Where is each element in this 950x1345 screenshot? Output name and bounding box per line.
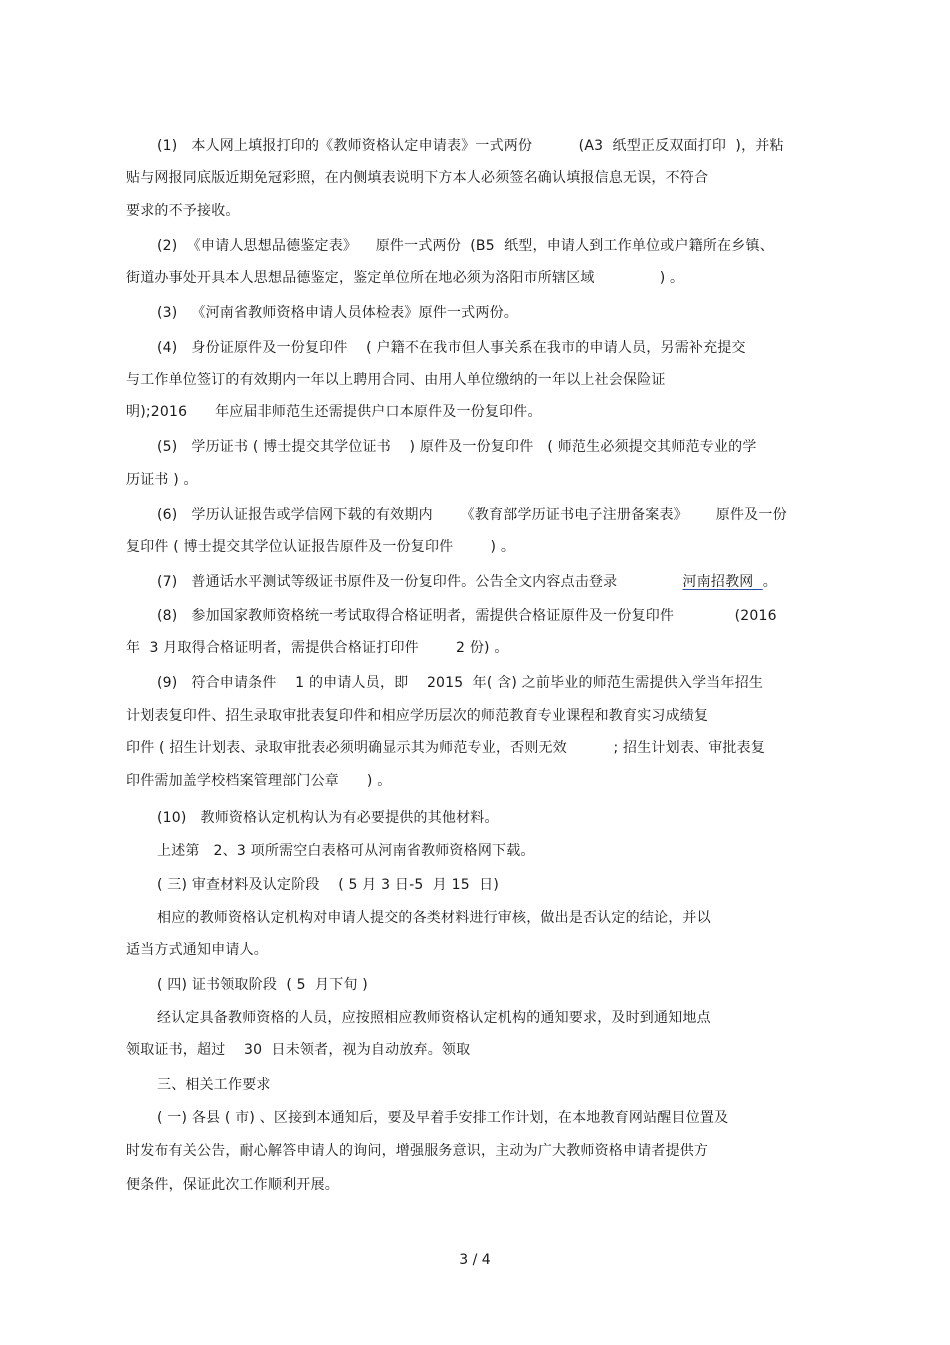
item-4-line-3: 明);2016 年应届非师范生还需提供户口本原件及一份复印件。 <box>126 404 542 420</box>
forms-download-note: 上述第 2、3 项所需空白表格可从河南省教师资格网下载。 <box>157 843 535 859</box>
section-4-line-1: 经认定具备教师资格的人员，应按照相应教师资格认定机构的通知要求，及时到通知地点 <box>157 1010 711 1026</box>
item-8-line-2: 年 3 月取得合格证明者，需提供合格证打印件 2 份) 。 <box>126 640 509 656</box>
henan-zhaojiao-link[interactable]: 河南招教网 <box>682 574 763 590</box>
requirement-1-line-2: 时发布有关公告，耐心解答申请人的询问，增强服务意识，主动为广大教师资格申请者提供方 <box>126 1143 709 1159</box>
section-3-line-2: 适当方式通知申请人。 <box>126 942 268 958</box>
part-3-heading: 三、相关工作要求 <box>157 1077 271 1093</box>
section-4-line-2: 领取证书，超过 30 日未领者，视为自动放弃。领取 <box>126 1042 471 1058</box>
item-5-line-1: (5) 学历证书 ( 博士提交其学位证书 ) 原件及一份复印件 ( 师范生必须提交其师范专业的学 <box>157 439 757 455</box>
item-7-end: 。 <box>762 574 777 590</box>
section-4-heading: ( 四) 证书领取阶段 ( 5 月下旬 ) <box>157 977 368 993</box>
item-3-line-1: (3) 《河南省教师资格申请人员体检表》原件一式两份。 <box>157 305 518 321</box>
page-number: 3 / 4 <box>459 1252 491 1268</box>
item-1-line-2: 贴与网报同底版近期免冠彩照，在内侧填表说明下方本人必须签名确认填报信息无误，不符合 <box>126 170 709 186</box>
item-9-line-3: 印件 ( 招生计划表、录取审批表必须明确显示其为师范专业，否则无效 ; 招生计划表、审批表复 <box>126 740 766 756</box>
item-2-line-1: (2) 《申请人思想品德鉴定表》 原件一式两份 (B5 纸型，申请人到工作单位或户籍所在乡镇、 <box>157 238 774 254</box>
item-4-line-2: 与工作单位签订的有效期内一年以上聘用合同、由用人单位缴纳的一年以上社会保险证 <box>126 372 666 388</box>
item-1-line-1: (1) 本人网上填报打印的《教师资格认定申请表》一式两份 (A3 纸型正反双面打印 )，并粘 <box>157 138 784 154</box>
item-9-line-1: (9) 符合申请条件 1 的申请人员，即 2015 年( 含) 之前毕业的师范生需提供入学当年招生 <box>157 675 764 691</box>
item-7-line-1 <box>157 572 777 592</box>
item-6-line-2: 复印件 ( 博士提交其学位认证报告原件及一份复印件 ) 。 <box>126 539 516 555</box>
item-8-line-1: (8) 参加国家教师资格统一考试取得合格证明者，需提供合格证原件及一份复印件 (2016 <box>157 608 777 624</box>
requirement-1-line-1: ( 一) 各县 ( 市) 、区接到本通知后，要及早着手安排工作计划，在本地教育网站醒目位置及 <box>157 1110 729 1126</box>
section-3-heading: ( 三) 审查材料及认定阶段 ( 5 月 3 日-5 月 15 日) <box>157 877 499 893</box>
item-10-line-1: (10) 教师资格认定机构认为有必要提供的其他材料。 <box>157 810 499 826</box>
item-4-line-1: (4) 身份证原件及一份复印件 ( 户籍不在我市但人事关系在我市的申请人员，另需补充提交 <box>157 340 746 356</box>
item-7-text: (7) 普通话水平测试等级证书原件及一份复印件。公告全文内容点击登录 <box>157 574 683 590</box>
item-6-line-1: (6) 学历认证报告或学信网下载的有效期内 《教育部学历证书电子注册备案表》 原件及一份 <box>157 507 787 523</box>
item-9-line-2: 计划表复印件、招生录取审批表复印件和相应学历层次的师范教育专业课程和教育实习成绩复 <box>126 708 709 724</box>
requirement-1-line-3: 便条件，保证此次工作顺利开展。 <box>126 1177 339 1193</box>
section-3-line-1: 相应的教师资格认定机构对申请人提交的各类材料进行审核，做出是否认定的结论，并以 <box>157 910 711 926</box>
item-1-line-3: 要求的不予接收。 <box>126 203 240 219</box>
item-9-line-4: 印件需加盖学校档案管理部门公章 ) 。 <box>126 773 392 789</box>
item-2-line-2: 街道办事处开具本人思想品德鉴定，鉴定单位所在地必须为洛阳市所辖区域 ) 。 <box>126 270 685 286</box>
item-5-line-2: 历证书 ) 。 <box>126 472 198 488</box>
